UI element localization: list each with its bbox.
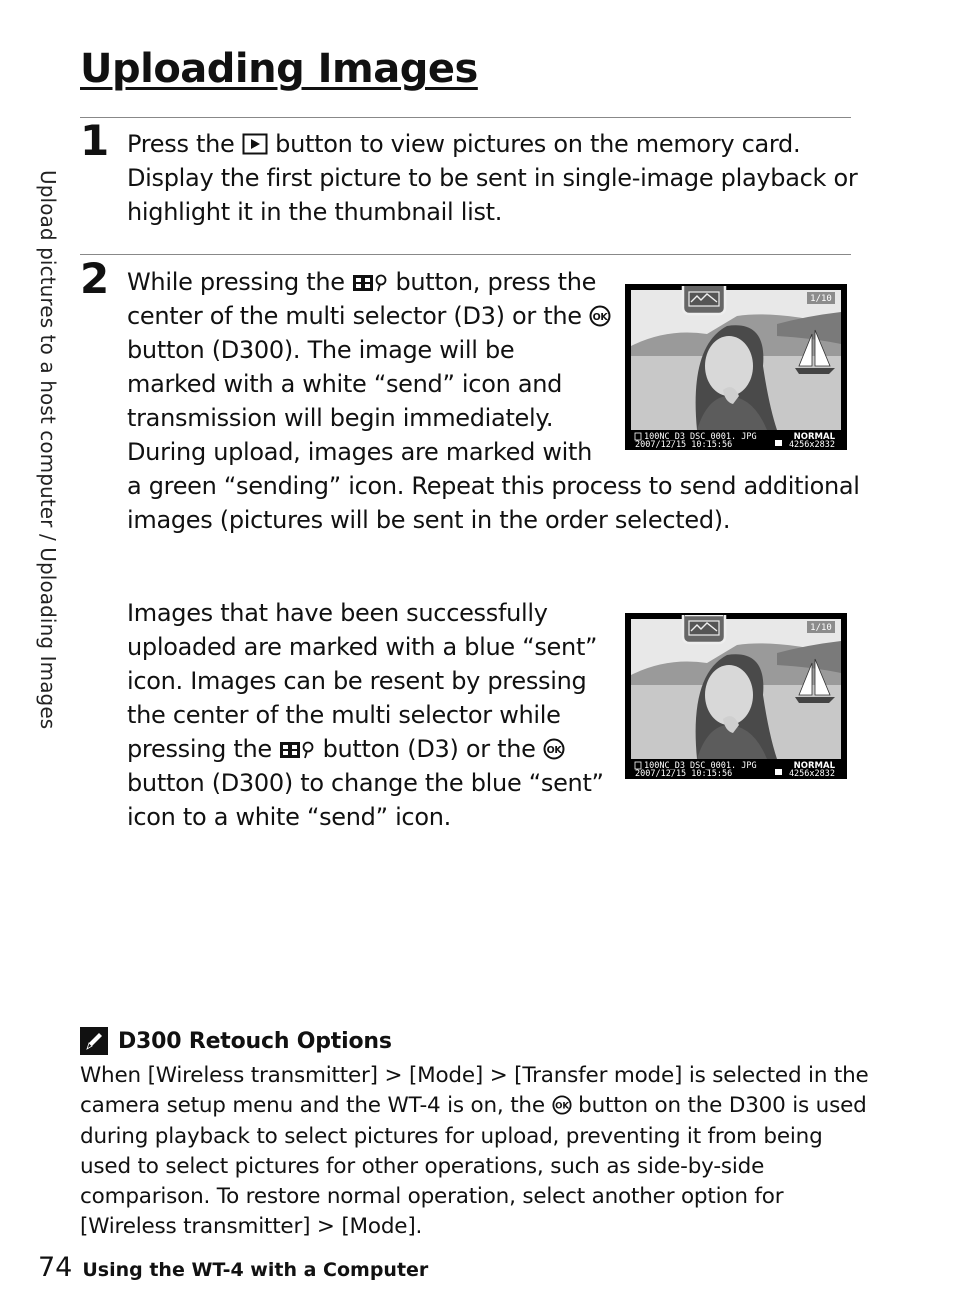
note-line: [Wireless transmitter] > [Mode]. — [80, 1214, 423, 1240]
note-line: When [Wireless transmitter] > [Mode] > [Transfer mode] is selected in the — [80, 1063, 869, 1088]
image-size: 4256x2832 — [788, 440, 835, 448]
side-section-label — [36, 170, 64, 730]
note-line: camera setup menu and the WT-4 is on, the OK button on the D300 is used — [80, 1093, 867, 1119]
note-line: used to select pictures for other operations, such as side-by-side — [80, 1153, 765, 1179]
step1-line: Display the first picture to be sent in single-image playback or — [127, 164, 858, 192]
ok-button-icon — [552, 1095, 572, 1115]
note-line: during playback to select pictures for upload, preventing it from being — [80, 1123, 823, 1149]
ok-button-icon — [589, 305, 611, 327]
step1-text — [127, 127, 857, 229]
ok-button-icon — [543, 738, 565, 760]
page-number: 74 — [38, 1252, 73, 1283]
step2-line: transmission will begin immediately. — [127, 404, 554, 432]
datetime: 2007/12/15 10:15:56 — [635, 440, 733, 448]
para-line: pressing the button (D3) or the OK — [127, 732, 604, 766]
camera-monitor-send — [625, 284, 847, 450]
svg-text:OK: OK — [554, 1101, 569, 1112]
page-title: Uploading Images — [80, 46, 478, 92]
step-number: 2 — [80, 254, 110, 303]
para-line: Images that have been successfully — [127, 599, 548, 627]
svg-text:OK: OK — [546, 745, 562, 756]
step2-line: marked with a white “send” icon and — [127, 370, 563, 398]
note-heading — [80, 1027, 392, 1055]
quality: NORMAL — [793, 432, 835, 442]
footer-section: Using the WT-4 with a Computer — [82, 1259, 429, 1281]
divider-step1 — [80, 117, 851, 118]
pencil-note-icon — [80, 1027, 108, 1055]
para-line: the center of the multi selector while — [127, 701, 561, 729]
playback-button-icon — [242, 133, 268, 155]
thumbnail-zoom-out-icon — [279, 740, 315, 760]
note-line: comparison. To restore normal operation, select another option for — [80, 1184, 784, 1210]
note-text — [80, 1061, 869, 1243]
step2-line: While pressing the button, press the — [127, 268, 597, 296]
frame-count: 1/10 — [810, 294, 832, 304]
frame-count: 1/10 — [810, 623, 832, 633]
svg-text:OK: OK — [592, 312, 608, 323]
quality: NORMAL — [793, 761, 835, 771]
folder-file: 100NC_D3 DSC_0001. JPG — [644, 432, 757, 442]
step2-line: center of the multi selector (D3) or the OK — [127, 299, 860, 333]
para-line: button (D300) to change the blue “sent” — [127, 769, 604, 797]
page-footer — [38, 1252, 428, 1283]
divider-step2 — [80, 254, 851, 255]
para-line: icon. Images can be resent by pressing — [127, 667, 587, 695]
image-size: 4256x2832 — [788, 769, 835, 777]
side-label-text: Upload pictures to a host computer / Uploading Images — [36, 170, 60, 730]
para-line: icon to a white “send” icon. — [127, 803, 451, 831]
step2-line: During upload, images are marked with — [127, 438, 593, 466]
para-line: uploaded are marked with a blue “sent” — [127, 633, 598, 661]
step1-line: Press the button to view pictures on the memory card. — [127, 130, 801, 158]
step-number: 1 — [80, 116, 110, 165]
step1-line: highlight it in the thumbnail list. — [127, 198, 503, 226]
step2-line: a green “sending” icon. Repeat this process to send additional — [127, 472, 860, 500]
folder-file: 100NC_D3 DSC_0001. JPG — [644, 761, 757, 771]
step2-line: button (D300). The image will be — [127, 336, 515, 364]
datetime: 2007/12/15 10:15:56 — [635, 769, 733, 777]
camera-monitor-sent — [625, 613, 847, 779]
note-heading-text: D300 Retouch Options — [118, 1028, 392, 1054]
step2-line: images (pictures will be sent in the order selected). — [127, 506, 731, 534]
sent-paragraph — [127, 596, 604, 834]
thumbnail-zoom-out-icon — [352, 273, 388, 293]
